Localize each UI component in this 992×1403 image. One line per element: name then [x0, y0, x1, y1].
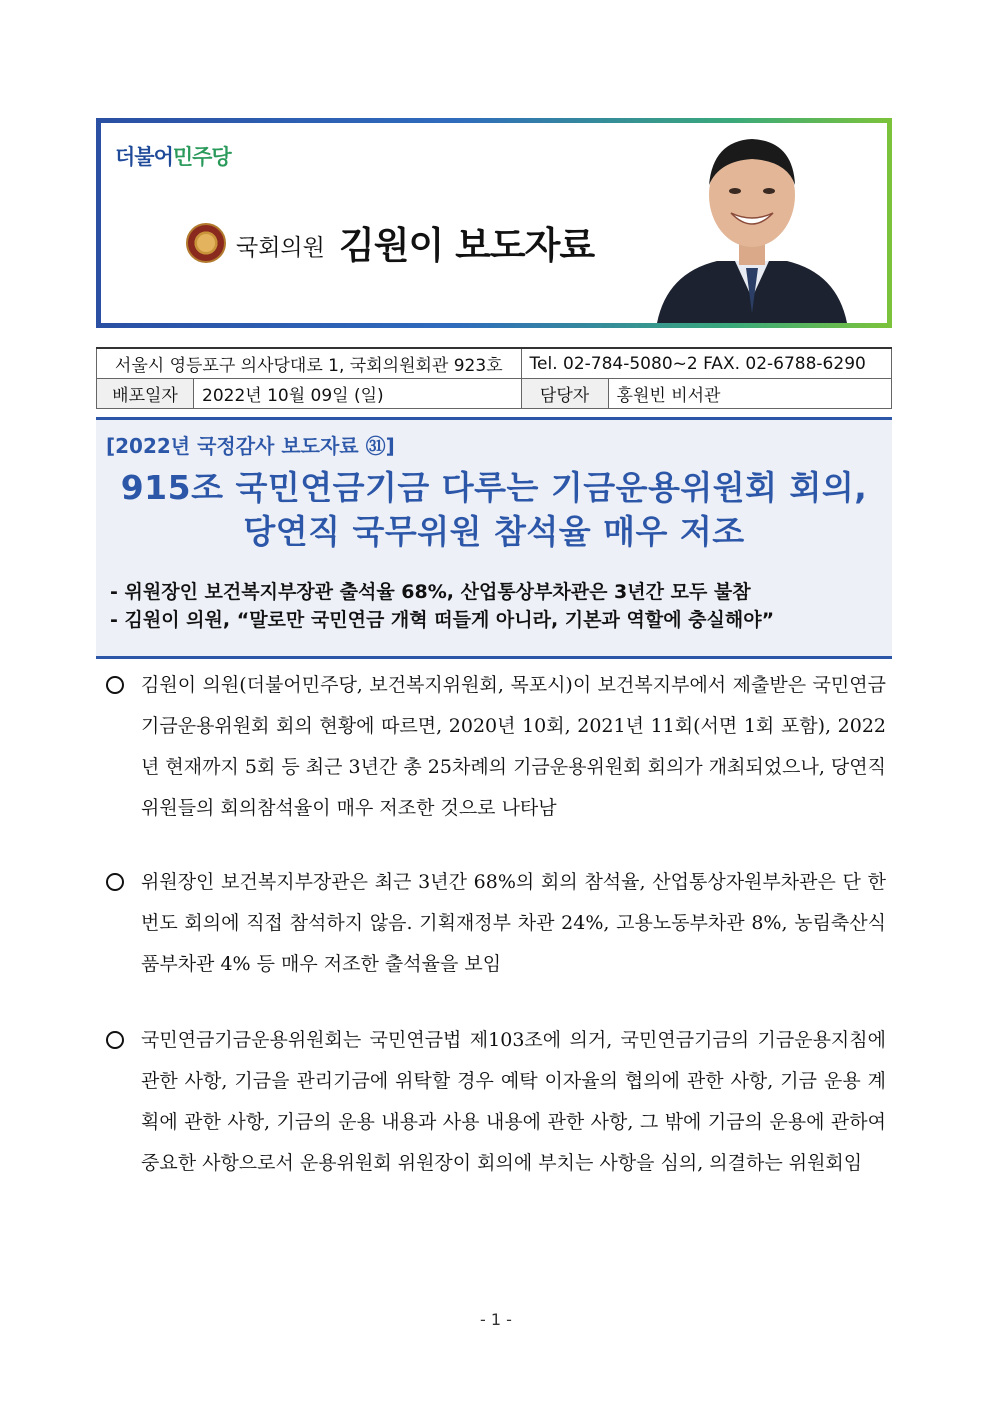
page-number: - 1 - — [480, 1310, 512, 1329]
party-logo-main: 더불어 — [115, 145, 173, 169]
contact-person: 홍원빈 비서관 — [608, 379, 891, 409]
body-paragraph-2 — [104, 862, 886, 985]
circle-bullet-icon — [106, 676, 124, 694]
title-prefix: 국회의원 — [236, 235, 325, 261]
contact-phone-fax: Tel. 02-784-5080~2 FAX. 02-6788-6290 — [521, 348, 891, 379]
body-paragraph-1 — [104, 665, 886, 829]
banner-inner — [101, 123, 887, 323]
circle-bullet-icon — [106, 873, 124, 891]
body-paragraph-3 — [104, 1020, 886, 1184]
address: 서울시 영등포구 의사당대로 1, 국회의원회관 923호 — [97, 348, 522, 379]
national-assembly-seal-icon — [186, 223, 226, 263]
release-date: 2022년 10월 09일 (일) — [194, 379, 522, 409]
subheadlines — [110, 578, 774, 634]
divider-bottom — [96, 656, 892, 659]
subheadline-1: - 위원장인 보건복지부장관 출석율 68%, 산업통상부차관은 3년간 모두 불참 — [110, 581, 751, 603]
party-logo-accent: 민주당 — [172, 145, 231, 169]
headline-kicker: [2022년 국정감사 보도자료 ㉛] — [106, 434, 395, 458]
portrait-photo — [647, 123, 857, 323]
release-date-label: 배포일자 — [97, 379, 194, 409]
paragraph-text: 김원이 의원(더불어민주당, 보건복지위원회, 목포시)이 보건복지부에서 제출받은 국민연금기금운용위원회 회의 현황에 따르면, 2020년 10회, 2021년 11회(서면 1회 포함), 2022년 현재까지 5회 등 최근 3년간 총 25차례의 기금운용위원회 회의가 개최되었으나, 당연직 위원들의 회의참석율이 매우 저조한 것으로 나타남 — [141, 674, 886, 819]
page-title: 김원이 보도자료 — [339, 224, 595, 267]
headline-box — [96, 420, 892, 656]
circle-bullet-icon — [106, 1031, 124, 1049]
contact-person-label: 담당자 — [521, 379, 608, 409]
info-table — [96, 347, 892, 409]
press-banner — [96, 118, 892, 328]
party-logo — [115, 141, 231, 171]
headline-line-2: 당연직 국무위원 참석율 매우 저조 — [243, 512, 745, 551]
headline-line-1: 915조 국민연금기금 다루는 기금운용위원회 회의, — [120, 468, 868, 507]
paragraph-text: 위원장인 보건복지부장관은 최근 3년간 68%의 회의 참석율, 산업통상자원부차관은 단 한번도 회의에 직접 참석하지 않음. 기획재정부 차관 24%, 고용노동부차관 8%, 농림축산식품부차관 4% 등 매우 저조한 출석율을 보임 — [141, 871, 886, 975]
paragraph-text: 국민연금기금운용위원회는 국민연금법 제103조에 의거, 국민연금기금의 기금운용지침에 관한 사항, 기금을 관리기금에 위탁할 경우 예탁 이자율의 협의에 관한 사항, 기금 운용 계획에 관한 사항, 기금의 운용 내용과 사용 내용에 관한 사항, 그 밖에 기금의 운용에 관하여 중요한 사항으로서 운용위원회 위원장이 회의에 부치는 사항을 심의, 의결하는 위원회임 — [141, 1029, 886, 1174]
headline — [96, 466, 892, 554]
subheadline-2: - 김원이 의원, “말로만 국민연금 개혁 떠들게 아니라, 기본과 역할에 충실해야” — [110, 609, 775, 631]
